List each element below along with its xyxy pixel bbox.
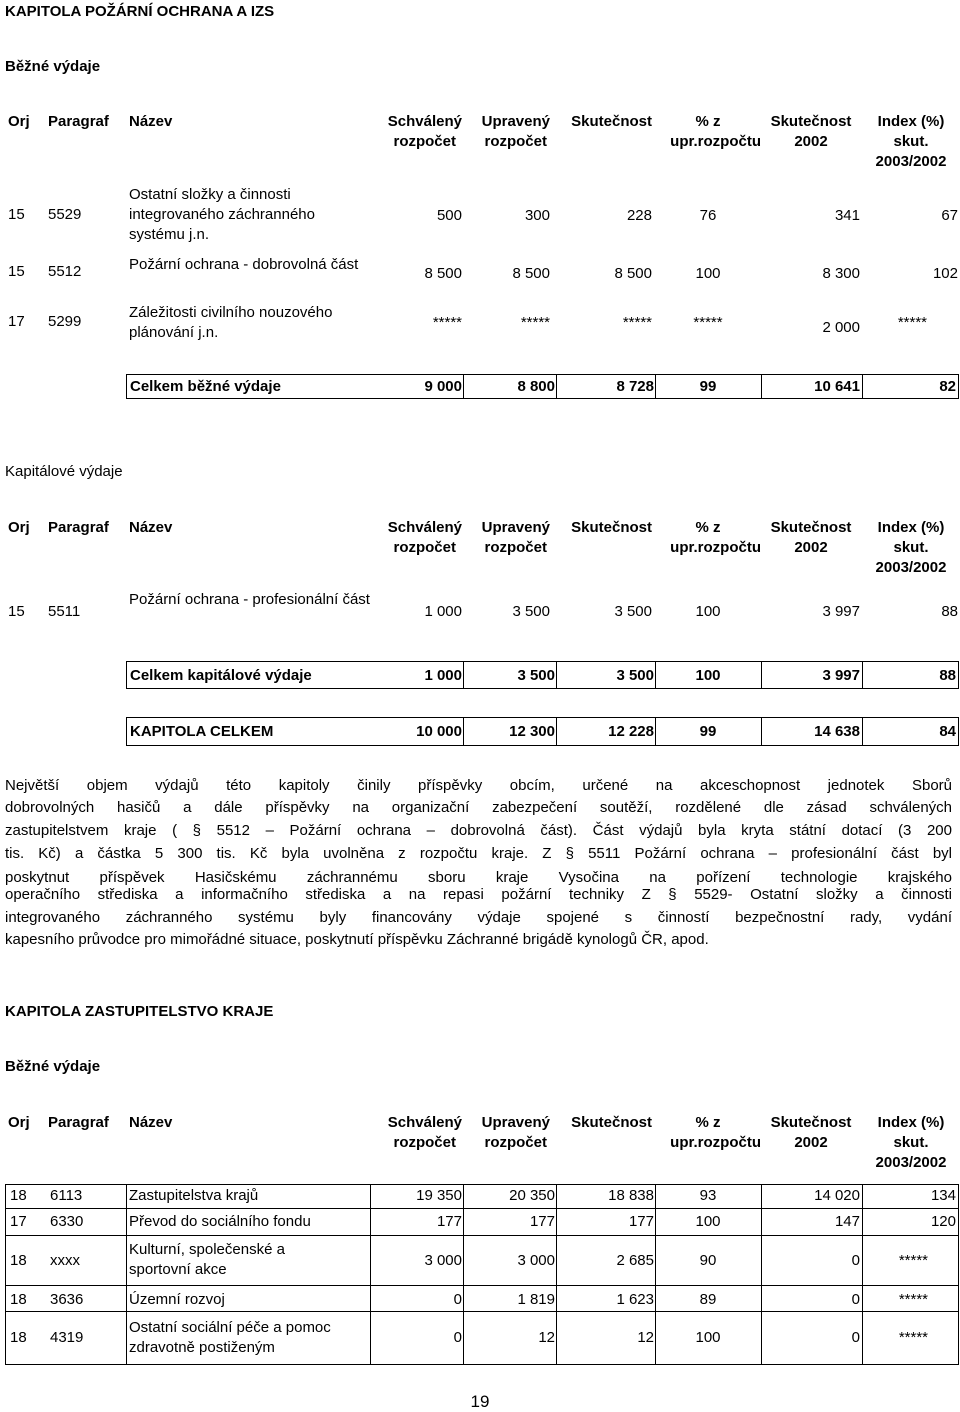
cell-schvaleny: 500 bbox=[436, 207, 462, 224]
cell-skut2002: 2 000 bbox=[822, 319, 860, 336]
cell-schvaleny: 0 bbox=[453, 1329, 462, 1346]
cell-paragraf: 6330 bbox=[50, 1213, 84, 1230]
cell-upraveny: 3 500 bbox=[517, 667, 555, 684]
header-upraveny: Upravený bbox=[481, 113, 550, 130]
header-upraveny-2: rozpočet bbox=[484, 1134, 547, 1151]
cell-skut2002: 147 bbox=[834, 1213, 860, 1230]
cell-skutecnost: 2 685 bbox=[616, 1252, 654, 1269]
cell-schvaleny: 8 500 bbox=[424, 265, 462, 282]
cell-upraveny: 3 000 bbox=[517, 1252, 555, 1269]
header-schvaleny-2: rozpočet bbox=[393, 133, 456, 150]
paragraph-line: zastupitelstvem kraje ( § 5512 – Požární ochrana – dobrovolná část). Část výdajů byla kryta státní dotací (3 200 bbox=[5, 822, 952, 839]
cell-name: Kulturní, společenské a sportovní akce bbox=[129, 1241, 285, 1278]
header-schvaleny: Schválený bbox=[387, 113, 462, 130]
cell-pct: 90 bbox=[699, 1252, 717, 1269]
cell-orj: 18 bbox=[10, 1329, 27, 1346]
cell-skutecnost: 12 bbox=[637, 1329, 654, 1346]
cell-schvaleny: 177 bbox=[436, 1213, 462, 1230]
cell-upraveny: 177 bbox=[529, 1213, 555, 1230]
header-pct-2: upr.rozpočtu bbox=[670, 539, 761, 556]
total-top-border bbox=[126, 374, 958, 375]
cell-index: 102 bbox=[932, 265, 958, 282]
cell-name: Územní rozvoj bbox=[129, 1291, 225, 1308]
cell-paragraf: 5299 bbox=[48, 313, 82, 330]
cell-index: ***** bbox=[898, 1329, 928, 1346]
header-index-2: skut. bbox=[893, 133, 929, 150]
cell-orj: 17 bbox=[8, 313, 25, 330]
header-paragraf: Paragraf bbox=[48, 1114, 109, 1131]
header-index-3: 2003/2002 bbox=[875, 559, 947, 576]
cell-skutecnost: 1 623 bbox=[616, 1291, 654, 1308]
header-index: Index (%) bbox=[877, 519, 945, 536]
header-schvaleny-2: rozpočet bbox=[393, 539, 456, 556]
cell-skutecnost: 8 728 bbox=[616, 378, 654, 395]
cell-schvaleny: 10 000 bbox=[416, 723, 462, 740]
cell-upraveny: 8 800 bbox=[517, 378, 555, 395]
cell-schvaleny: 19 350 bbox=[416, 1187, 462, 1204]
cell-upraveny: 1 819 bbox=[517, 1291, 555, 1308]
cell-upraveny: 3 500 bbox=[512, 603, 550, 620]
header-pct: % z bbox=[695, 113, 721, 130]
cell-schvaleny: 1 000 bbox=[424, 667, 462, 684]
cell-skut2002: 3 997 bbox=[822, 603, 860, 620]
cell-index: 67 bbox=[941, 207, 958, 224]
cell-schvaleny: ***** bbox=[432, 314, 462, 331]
cell-name: Ostatní sociální péče a pomoc zdravotně postiženým bbox=[129, 1319, 331, 1356]
table-header bbox=[0, 112, 960, 172]
header-schvaleny: Schválený bbox=[387, 1114, 462, 1131]
header-schvaleny-2: rozpočet bbox=[393, 1134, 456, 1151]
cell-pct: 100 bbox=[695, 1213, 721, 1230]
cell-schvaleny: 0 bbox=[453, 1291, 462, 1308]
header-pct-2: upr.rozpočtu bbox=[670, 1134, 761, 1151]
cell-orj: 18 bbox=[10, 1252, 27, 1269]
cell-schvaleny: 3 000 bbox=[424, 1252, 462, 1269]
total-label: KAPITOLA CELKEM bbox=[130, 723, 274, 740]
cell-upraveny: 12 bbox=[538, 1329, 555, 1346]
header-pct-2: upr.rozpočtu bbox=[670, 133, 761, 150]
cell-name: Požární ochrana - profesionální část bbox=[129, 591, 370, 608]
header-schvaleny: Schválený bbox=[387, 519, 462, 536]
cell-index: ***** bbox=[897, 314, 927, 331]
header-upraveny: Upravený bbox=[481, 519, 550, 536]
cell-skutecnost: 3 500 bbox=[614, 603, 652, 620]
cell-paragraf: 6113 bbox=[50, 1187, 83, 1204]
header-index-3: 2003/2002 bbox=[875, 153, 947, 170]
header-pct: % z bbox=[695, 519, 721, 536]
header-upraveny: Upravený bbox=[481, 1114, 550, 1131]
cell-upraveny: 20 350 bbox=[509, 1187, 555, 1204]
cell-skut2002: 10 641 bbox=[814, 378, 860, 395]
paragraph-line: integrovaného záchranného systému byly financovány výdaje spojené s činností bezpečnostní rady, vydání bbox=[5, 909, 952, 926]
header-skut2002-2: 2002 bbox=[794, 133, 828, 150]
cell-pct: 93 bbox=[699, 1187, 717, 1204]
cell-skutecnost: 18 838 bbox=[608, 1187, 654, 1204]
paragraph-line: tis. Kč) a částka 5 300 tis. Kč byla uvolněna z rozpočtu kraje. Z § 5511 Požární ochrana – profesionální část byl bbox=[5, 845, 952, 862]
cell-skut2002: 3 997 bbox=[822, 667, 860, 684]
header-skutecnost: Skutečnost bbox=[571, 519, 652, 536]
chapter2-title: KAPITOLA ZASTUPITELSTVO KRAJE bbox=[5, 1003, 274, 1020]
cell-index: ***** bbox=[898, 1291, 928, 1308]
header-upraveny-2: rozpočet bbox=[484, 539, 547, 556]
cell-name: Ostatní složky a činnosti integrovaného záchranného systému j.n. bbox=[129, 186, 315, 243]
paragraph-line: dobrovolných hasičů a dále příspěvky na organizační zabezpečení soutěží, rozdělené dle zásad schválených bbox=[5, 799, 952, 816]
cell-skut2002: 341 bbox=[834, 207, 860, 224]
cell-index: 88 bbox=[939, 667, 956, 684]
header-skut2002: Skutečnost bbox=[770, 1114, 852, 1131]
cell-skut2002: 14 020 bbox=[814, 1187, 860, 1204]
cell-skut2002: 14 638 bbox=[814, 723, 860, 740]
total-label: Celkem kapitálové výdaje bbox=[130, 667, 312, 684]
cell-pct: 76 bbox=[699, 207, 717, 224]
cell-index: 82 bbox=[939, 378, 956, 395]
cell-pct: 100 bbox=[695, 1329, 721, 1346]
paragraph-line: poskytnut příspěvek Hasičskému záchrannému sboru kraje Vysočina na pořízení technologie krajského bbox=[5, 869, 952, 886]
cell-schvaleny: 1 000 bbox=[424, 603, 462, 620]
cell-index: 84 bbox=[939, 723, 956, 740]
cell-skut2002: 0 bbox=[851, 1329, 860, 1346]
cell-index: 134 bbox=[930, 1187, 956, 1204]
cell-pct: 99 bbox=[699, 723, 717, 740]
cell-upraveny: 12 300 bbox=[509, 723, 555, 740]
cell-skutecnost: 177 bbox=[628, 1213, 654, 1230]
paragraph-line: operačního střediska a informačního střediska a na repasi požární techniky Z § 5529- Ostatní složky a činnosti bbox=[5, 886, 952, 903]
cell-skutecnost: 3 500 bbox=[616, 667, 654, 684]
paragraph-line: Největší objem výdajů této kapitoly činily příspěvky obcím, určené na akceschopnost jednotek Sborů bbox=[5, 777, 952, 794]
cell-paragraf: 5529 bbox=[48, 206, 82, 223]
cell-skut2002: 0 bbox=[851, 1252, 860, 1269]
cell-skut2002: 0 bbox=[851, 1291, 860, 1308]
header-paragraf: Paragraf bbox=[48, 519, 109, 536]
table-header bbox=[0, 518, 960, 578]
cell-index: 88 bbox=[941, 603, 958, 620]
cell-pct: 99 bbox=[699, 378, 717, 395]
cell-schvaleny: 9 000 bbox=[424, 378, 462, 395]
capital-expenses-label: Kapitálové výdaje bbox=[5, 463, 123, 480]
header-index: Index (%) bbox=[877, 1114, 945, 1131]
cell-paragraf: 4319 bbox=[50, 1329, 84, 1346]
cell-upraveny: ***** bbox=[520, 314, 550, 331]
cell-pct: 100 bbox=[695, 265, 721, 282]
header-orj: Orj bbox=[8, 519, 30, 536]
cell-paragraf: 5512 bbox=[48, 263, 82, 280]
header-pct: % z bbox=[695, 1114, 721, 1131]
cell-orj: 15 bbox=[8, 603, 25, 620]
cell-paragraf: 5511 bbox=[48, 603, 81, 620]
current-expenses-label-2: Běžné výdaje bbox=[5, 1058, 101, 1075]
cell-name: Požární ochrana - dobrovolná část bbox=[129, 256, 359, 273]
header-index-3: 2003/2002 bbox=[875, 1154, 947, 1171]
cell-pct: 100 bbox=[695, 667, 721, 684]
header-index-2: skut. bbox=[893, 1134, 929, 1151]
cell-paragraf: xxxx bbox=[50, 1252, 80, 1269]
cell-upraveny: 8 500 bbox=[512, 265, 550, 282]
cell-name: Převod do sociálního fondu bbox=[129, 1213, 311, 1230]
cell-index: 120 bbox=[930, 1213, 956, 1230]
page-number: 19 bbox=[470, 1392, 490, 1411]
header-skutecnost: Skutečnost bbox=[571, 1114, 652, 1131]
header-skut2002-2: 2002 bbox=[794, 1134, 828, 1151]
header-nazev: Název bbox=[129, 519, 173, 536]
cell-orj: 18 bbox=[10, 1187, 27, 1204]
header-orj: Orj bbox=[8, 113, 30, 130]
cell-index: ***** bbox=[898, 1252, 928, 1269]
cell-upraveny: 300 bbox=[524, 207, 550, 224]
header-orj: Orj bbox=[8, 1114, 30, 1131]
cell-skutecnost: 228 bbox=[626, 207, 652, 224]
cell-orj: 18 bbox=[10, 1291, 27, 1308]
cell-pct: ***** bbox=[693, 314, 723, 331]
cell-skut2002: 8 300 bbox=[822, 265, 860, 282]
header-skut2002: Skutečnost bbox=[770, 519, 852, 536]
total-bottom-border bbox=[126, 398, 958, 399]
total-label: Celkem běžné výdaje bbox=[130, 378, 281, 395]
cell-pct: 100 bbox=[695, 603, 721, 620]
cell-orj: 15 bbox=[8, 206, 25, 223]
header-index: Index (%) bbox=[877, 113, 945, 130]
cell-name: Záležitosti civilního nouzového plánování j.n. bbox=[129, 304, 333, 341]
table-header bbox=[0, 1113, 960, 1173]
header-skut2002-2: 2002 bbox=[794, 539, 828, 556]
header-upraveny-2: rozpočet bbox=[484, 133, 547, 150]
current-expenses-label: Běžné výdaje bbox=[5, 58, 101, 75]
cell-skutecnost: 8 500 bbox=[614, 265, 652, 282]
chapter-title: KAPITOLA POŽÁRNÍ OCHRANA A IZS bbox=[5, 3, 275, 20]
header-paragraf: Paragraf bbox=[48, 113, 109, 130]
cell-skutecnost: 12 228 bbox=[608, 723, 654, 740]
header-index-2: skut. bbox=[893, 539, 929, 556]
cell-name: Zastupitelstva krajů bbox=[129, 1187, 259, 1204]
header-nazev: Název bbox=[129, 113, 173, 130]
cell-skutecnost: ***** bbox=[622, 314, 652, 331]
paragraph-line: kapesního průvodce pro mimořádné situace, poskytnutí příspěvku Záchranné brigádě kynologů ČR, apod. bbox=[5, 931, 709, 948]
header-skutecnost: Skutečnost bbox=[571, 113, 652, 130]
header-skut2002: Skutečnost bbox=[770, 113, 852, 130]
cell-orj: 15 bbox=[8, 263, 25, 280]
header-nazev: Název bbox=[129, 1114, 173, 1131]
cell-orj: 17 bbox=[10, 1213, 27, 1230]
cell-paragraf: 3636 bbox=[50, 1291, 84, 1308]
cell-pct: 89 bbox=[699, 1291, 717, 1308]
